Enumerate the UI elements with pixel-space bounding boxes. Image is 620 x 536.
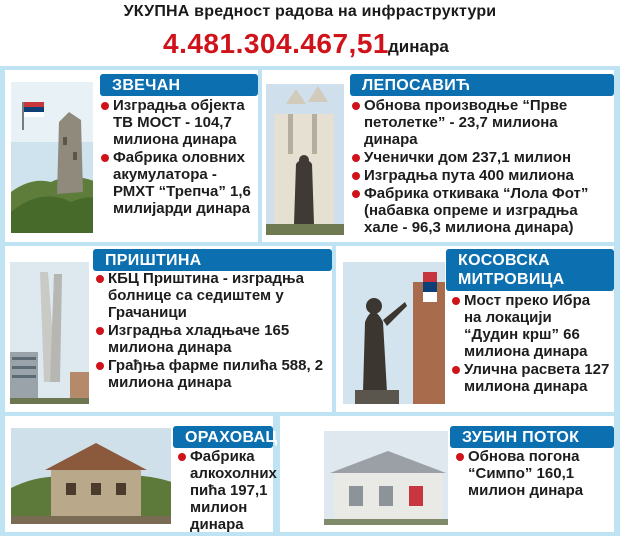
mitrovica-statue-photo [341,260,447,406]
list-item: Обнова погона “Симпо” 160,1 милион динара [456,448,612,499]
section-leposavic [262,70,614,242]
mitrovica-title-line2: МИТРОВИЦА [458,271,565,288]
section-pristina [5,246,332,412]
orahovac-list [178,448,277,534]
header-title: УКУПНА вредност радова на инфраструктури [123,3,497,20]
building-image [11,428,173,526]
zubin-potok-title: ЗУБИН ПОТОК [450,426,614,448]
list-item: Обнова производње “Прве петолетке” - 23,7 милиона динара [352,97,610,148]
zvecan-fortress-photo [9,80,95,235]
section-zubin-potok [280,416,614,532]
tower-image [10,262,91,406]
mitrovica-title [446,249,614,291]
list-item: Фабрика алкохолних пића 197,1 милион динара [178,448,271,533]
leposavic-list [352,97,610,237]
orahovac-title: ОРАХОВАЦ [173,426,273,448]
list-item: Улична расвета 127 милиона динара [452,361,610,395]
list-item: Мост преко Ибра на локацији “Дудин крш” 66 милиона динара [452,292,610,360]
factory-image [324,431,450,527]
monument-image [266,84,346,237]
list-item: КБЦ Приштина - изградња болнице са седиштем у Грачаници [96,270,328,321]
list-item: Фабрика откивака “Лола Фот” (набавка опреме и изградња хале - 96,3 милиона динара) [352,185,610,236]
mitrovica-list [452,292,610,396]
pristina-monument-photo [8,260,91,406]
fortress-image [11,82,95,235]
total-unit: динара [388,37,449,56]
list-item: Изградња хладњаче 165 милиона динара [96,322,328,356]
list-item: Грађња фарме пилића 588, 2 милиона динара [96,357,328,391]
zvecan-title: ЗВЕЧАН [100,74,258,96]
statue-image [343,262,447,406]
section-orahovac [5,416,278,533]
header [0,0,620,66]
leposavic-monument-photo [264,82,346,237]
section-kosovska-mitrovica [336,246,614,412]
list-item: Изградња пута 400 милиона [352,167,610,184]
orahovac-building-photo [9,426,173,526]
list-item: Изградња објекта ТВ МОСТ - 104,7 милиона динара [101,97,257,148]
pristina-list [96,270,328,392]
leposavic-title: ЛЕПОСАВИЋ [350,74,614,96]
total-amount: 4.481.304.467,51 [163,28,389,59]
zvecan-list [101,97,257,218]
list-item: Ученички дом 237,1 милион [352,149,610,166]
zubin-potok-list [456,448,612,500]
section-zvecan [5,70,258,242]
pristina-title: ПРИШТИНА [93,249,332,271]
list-item: Фабрика оловних акумулатора - РМХТ “Трепча” 1,6 милијарди динара [101,149,257,217]
mitrovica-title-line1: КОСОВСКА [458,252,551,269]
zubin-potok-factory-photo [322,429,450,527]
